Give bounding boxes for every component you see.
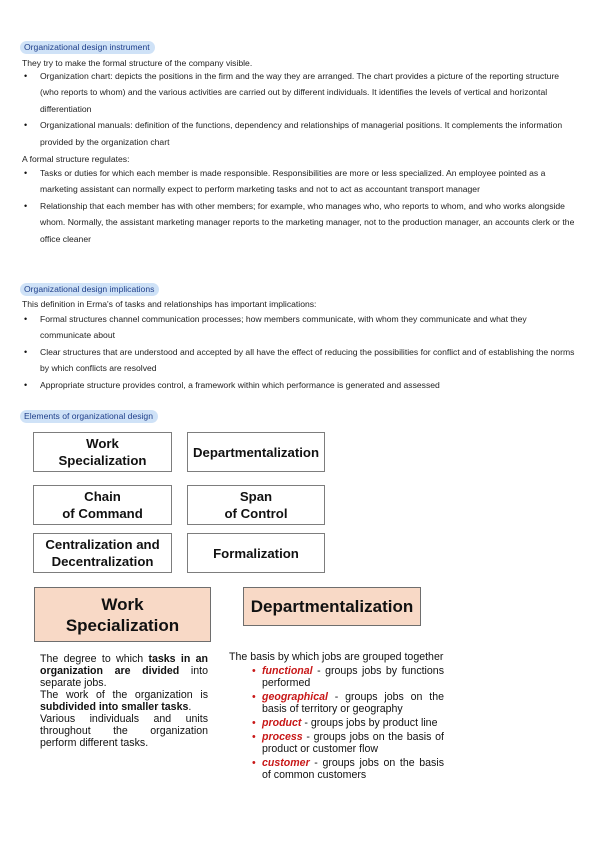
paragraph-regulates: A formal structure regulates: <box>22 154 130 164</box>
bullet-list-regulates <box>22 165 578 247</box>
section-heading-design-instrument: Organizational design instrument <box>20 41 155 54</box>
list-item-process: • process - groups jobs on the basis of product or customer flow <box>229 731 444 755</box>
work-subdivision: The work of the organization is subdivided into smaller tasks. <box>40 689 208 713</box>
paragraph-implications-intro: This definition in Erma's of tasks and relationships has important implications: <box>22 299 317 309</box>
bullet-item: • Relationship that each member has with other members; for example, who manages who, who reports to whom, and who works alongside whom. Normally, the assistant marketing manager reports to the marketing manager, not to the production manager, an accounts clerk or the office cleaner <box>22 198 578 247</box>
bullet-item: • Appropriate structure provides control, a framework within which performance is generated and assessed <box>22 377 578 393</box>
element-box-work-specialization: Work Specialization <box>33 432 172 472</box>
element-box-centralization: Centralization and Decentralization <box>33 533 172 573</box>
element-box-formalization: Formalization <box>187 533 325 573</box>
paragraph-intro: They try to make the formal structure of the company visible. <box>22 58 253 68</box>
bullet-item: • Organizational manuals: definition of the functions, dependency and relationships of managerial positions. It complements the information provided by the organization chart <box>22 117 578 150</box>
departmentalization-types-list <box>229 665 444 781</box>
section-heading-design-implications: Organizational design implications <box>20 283 159 296</box>
list-item-functional: • functional - groups jobs by functions performed <box>229 665 444 689</box>
work-specialization-title-box: Work Specialization <box>34 587 211 642</box>
section-heading-elements: Elements of organizational design <box>20 410 158 423</box>
work-units: Various individuals and units throughout the organization perform different tasks. <box>40 713 208 749</box>
work-definition: The degree to which tasks in an organization are divided into separate jobs. <box>40 653 208 689</box>
list-item-customer: • customer - groups jobs on the basis of common customers <box>229 757 444 781</box>
element-box-chain-of-command: Chain of Command <box>33 485 172 525</box>
bullet-item: • Formal structures channel communication processes; how members communicate, with whom they communicate and what they communicate about <box>22 311 578 344</box>
bullet-list-implications <box>22 311 578 393</box>
work-specialization-description <box>40 653 208 749</box>
element-box-span-of-control: Span of Control <box>187 485 325 525</box>
element-box-departmentalization: Departmentalization <box>187 432 325 472</box>
bullet-item: • Organization chart: depicts the positions in the firm and the way they are arranged. The chart provides a picture of the reporting structure (who reports to whom) and the various activities are carried out by different individuals. It identifies the levels of vertical and horizontal differentiation <box>22 68 578 117</box>
list-item-product: • product - groups jobs by product line <box>229 717 444 729</box>
departmentalization-title-box: Departmentalization <box>243 587 421 626</box>
departmentalization-description <box>229 651 444 781</box>
bullet-item: • Tasks or duties for which each member is made responsible. Responsibilities are more or less specialized. An employee pointed as a marketing assistant can normally expect to perform marketing tasks and not to act as accountant transport manager <box>22 165 578 198</box>
bullet-list-instruments <box>22 68 578 150</box>
list-item-geographical: • geographical - groups jobs on the basis of territory or geography <box>229 691 444 715</box>
bullet-item: • Clear structures that are understood and accepted by all have the effect of reducing the possibilities for conflict and of establishing the norms by which conflicts are resolved <box>22 344 578 377</box>
departmentalization-definition: The basis by which jobs are grouped together <box>229 651 444 663</box>
